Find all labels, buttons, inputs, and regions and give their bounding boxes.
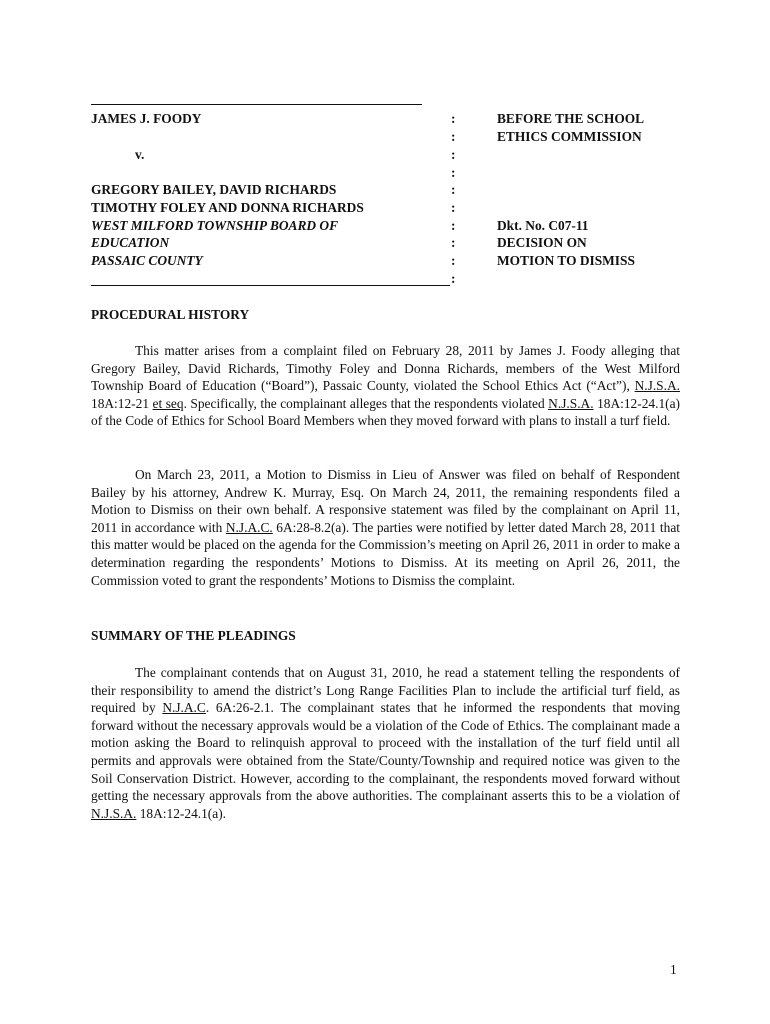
- caption-colon: :: [451, 218, 456, 233]
- board-line-2: EDUCATION: [91, 235, 170, 250]
- citation: N.J.A.C.: [225, 519, 273, 535]
- procedural-paragraph-1: This matter arises from a complaint filed on February 28, 2011 by James J. Foody alleging that Gregory Bailey, David Richards, Timothy Foley and Donna Richards, members of the West Milford Township Board of Education (“Board”), Passaic County, violated the School Ethics Act (“Act”), N.J.S.A. 18A:12-21 et seq. Specifically, the complainant alleges that the respondents violated N.J.S.A. 18A:12-24.1(a) of the Code of Ethics for School Board Members when they moved forward with plans to install a turf field.: [91, 343, 680, 429]
- caption-bottom-rule: [91, 285, 450, 286]
- caption-colon: :: [451, 111, 456, 126]
- page-number: 1: [670, 962, 677, 977]
- caption-colon: :: [451, 200, 456, 215]
- tribunal-line-1: BEFORE THE SCHOOL: [497, 111, 645, 126]
- summary-paragraph-1: The complainant contends that on August 31, 2010, he read a statement telling the respondents of their responsibility to amend the district’s Long Range Facilities Plan to include the artificial turf field, as required by N.J.A.C. 6A:26-2.1. The complainant states that he informed the respondents that moving forward without the necessary approvals would be a violation of the Code of Ethics. The complainant made a motion asking the Board to relinquish approval to proceed with the installation of the turf field until all permits and approvals were obtained from the State/County/Township and required notice was given to the Soil Conservation District. However, according to the complainant, the respondents moved forward without getting the necessary approvals from the above authorities. The complainant asserts this to be a violation of N.J.S.A. 18A:12-24.1(a).: [91, 665, 680, 821]
- caption-colon: :: [451, 129, 456, 144]
- caption-colon: :: [451, 271, 456, 286]
- respondents-line-2: TIMOTHY FOLEY AND DONNA RICHARDS: [91, 200, 364, 215]
- citation: N.J.A.C: [162, 700, 206, 716]
- county-line: PASSAIC COUNTY: [91, 253, 203, 268]
- procedural-history-heading: PROCEDURAL HISTORY: [91, 307, 250, 322]
- tribunal-line-2: ETHICS COMMISSION: [497, 129, 642, 144]
- summary-heading: SUMMARY OF THE PLEADINGS: [91, 628, 296, 643]
- et-seq: et seq: [152, 395, 184, 411]
- procedural-paragraph-2: On March 23, 2011, a Motion to Dismiss in Lieu of Answer was filed on behalf of Respondent Bailey by his attorney, Andrew K. Murray, Esq. On March 24, 2011, the remaining respondents filed a Motion to Dismiss on their own behalf. A responsive statement was filed by the complainant on April 11, 2011 in accordance with N.J.A.C. 6A:28-8.2(a). The parties were notified by letter dated March 28, 2011 that this matter would be placed on the agenda for the Commission’s meeting on April 26, 2011 in order to make a determination regarding the respondents’ Motions to Dismiss. At its meeting on April 26, 2011, the Commission voted to grant the respondents’ Motions to Dismiss the complaint.: [91, 467, 680, 588]
- citation: N.J.S.A.: [634, 378, 680, 394]
- caption-colon: :: [451, 235, 456, 250]
- versus: v.: [135, 147, 145, 162]
- motion-label: MOTION TO DISMISS: [497, 253, 635, 268]
- caption-colon: :: [451, 182, 456, 197]
- caption-colon: :: [451, 147, 456, 162]
- respondents-line-1: GREGORY BAILEY, DAVID RICHARDS: [91, 182, 337, 197]
- citation: N.J.S.A.: [548, 395, 594, 411]
- complainant-name: JAMES J. FOODY: [91, 111, 202, 126]
- caption-colon: :: [451, 253, 456, 268]
- caption-colon: :: [451, 165, 456, 180]
- caption-top-rule: [91, 104, 422, 105]
- decision-label: DECISION ON: [497, 235, 587, 250]
- citation: N.J.S.A.: [91, 805, 137, 821]
- board-line-1: WEST MILFORD TOWNSHIP BOARD OF: [91, 218, 339, 233]
- docket-number: Dkt. No. C07-11: [497, 218, 589, 233]
